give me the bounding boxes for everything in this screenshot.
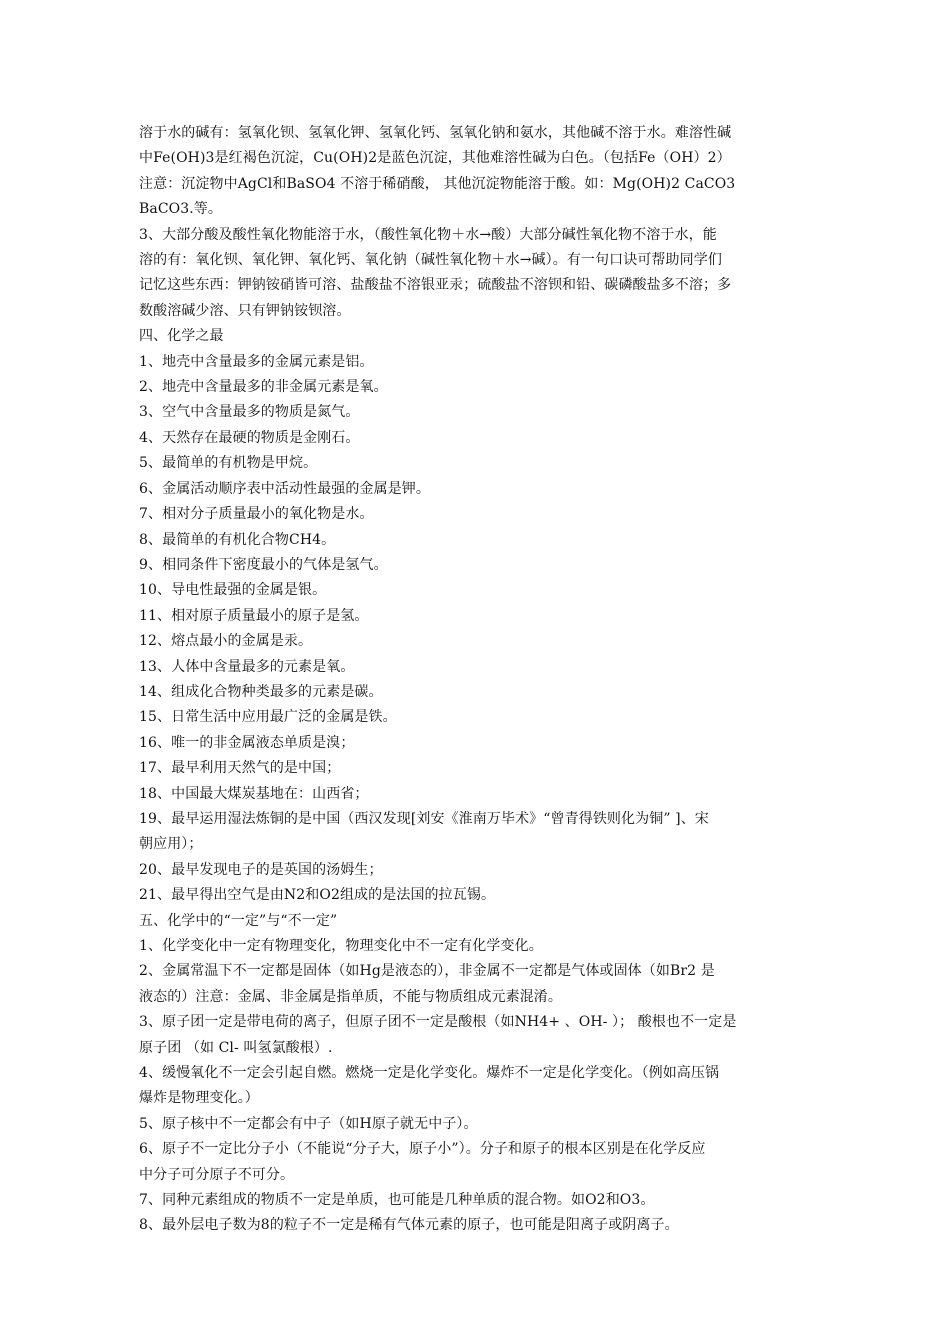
text-line: 爆炸是物理变化。）: [139, 1090, 259, 1107]
list-item: 12、熔点最小的金属是汞。: [139, 633, 313, 650]
text-line: 溶的有：氧化钡、氧化钾、氧化钙、氧化钠（碱性氧化物＋水→碱）。有一句口诀可帮助同学们: [139, 252, 722, 269]
text-line: 溶于水的碱有：氢氧化钡、氢氧化钾、氢氧化钙、氢氧化钠和氨水，其他碱不溶于水。难溶性碱: [139, 125, 732, 141]
list-item: 10、导电性最强的金属是银。: [139, 582, 327, 599]
list-item: 15、日常生活中应用最广泛的金属是铁。: [139, 709, 397, 726]
list-item: 17、最早利用天然气的是中国；: [139, 760, 341, 777]
text-line: 数酸溶碱少溶、只有钾钠铵钡溶。: [139, 302, 351, 319]
text-line: 记忆这些东西：钾钠铵硝皆可溶、盐酸盐不溶银亚汞；硫酸盐不溶钡和铅、碳磷酸盐多不溶；多: [139, 277, 732, 294]
text-line: 液态的）注意：金属、非金属是指单质，不能与物质组成元素混淆。: [139, 988, 562, 1005]
list-item: 7、相对分子质量最小的氧化物是水。: [139, 506, 374, 523]
list-item: 9、相同条件下密度最小的气体是氢气。: [139, 556, 388, 573]
text-line: 朝应用）；: [139, 836, 203, 853]
section-heading: 四、化学之最: [139, 328, 224, 345]
text-line: 3、大部分酸及酸性氧化物能溶于水，（酸性氧化物＋水→酸）大部分碱性氧化物不溶于水，能: [139, 226, 717, 243]
text-line: 注意：沉淀物中AgCl和BaSO4 不溶于稀硝酸， 其他沉淀物能溶于酸。如：Mg(OH)2 CaCO3: [139, 175, 736, 192]
list-item: 13、人体中含量最多的元素是氧。: [139, 658, 355, 675]
list-item: 6、原子不一定比分子小（不能说“分子大，原子小”）。分子和原子的根本区别是在化学反应: [139, 1141, 706, 1158]
list-item: 20、最早发现电子的是英国的汤姆生；: [139, 861, 383, 878]
list-item: 4、天然存在最硬的物质是金刚石。: [139, 429, 360, 446]
list-item: 3、原子团一定是带电荷的离子，但原子团不一定是酸根（如NH4+ 、OH- ）； 酸根也不一定是: [139, 1014, 737, 1031]
document-body: [139, 121, 819, 1239]
list-item: 8、最简单的有机化合物CH4。: [139, 531, 336, 548]
list-item: 14、组成化合物种类最多的元素是碳。: [139, 683, 383, 700]
list-item: 5、最简单的有机物是甲烷。: [139, 455, 318, 472]
list-item: 6、金属活动顺序表中活动性最强的金属是钾。: [139, 480, 431, 497]
section-heading: 五、化学中的“一定”与“不一定”: [139, 912, 338, 929]
list-item: 1、化学变化中一定有物理变化，物理变化中不一定有化学变化。: [139, 938, 543, 954]
list-item: 3、空气中含量最多的物质是氮气。: [139, 404, 360, 421]
text-line: 中Fe(OH)3是红褐色沉淀，Cu(OH)2是蓝色沉淀，其他难溶性碱为白色。（包括Fe（OH）2）: [139, 150, 731, 167]
list-item: 2、金属常温下不一定都是固体（如Hg是液态的），非金属不一定都是气体或固体（如Br2 是: [139, 963, 715, 980]
list-item: 1、地壳中含量最多的金属元素是铝。: [139, 353, 374, 370]
list-item: 16、唯一的非金属液态单质是溴；: [139, 734, 355, 751]
list-item: 5、原子核中不一定都会有中子（如H原子就无中子）。: [139, 1115, 478, 1132]
text-line: 中分子可分原子不可分。: [139, 1166, 295, 1183]
list-item: 2、地壳中含量最多的非金属元素是氧。: [139, 379, 388, 396]
text-line: BaCO3.等。: [139, 201, 222, 218]
text-line: 原子团 （如 Cl- 叫氢氯酸根）.: [139, 1039, 333, 1056]
list-item: 11、相对原子质量最小的原子是氢。: [139, 607, 369, 624]
list-item: 7、同种元素组成的物质不一定是单质，也可能是几种单质的混合物。如O2和O3。: [139, 1192, 655, 1209]
list-item: 18、中国最大煤炭基地在：山西省；: [139, 785, 369, 802]
list-item: 4、缓慢氧化不一定会引起自燃。燃烧一定是化学变化。爆炸不一定是化学变化。（例如高压锅: [139, 1065, 720, 1082]
list-item: 8、最外层电子数为8的粒子不一定是稀有气体元素的原子，也可能是阳离子或阴离子。: [139, 1217, 679, 1234]
list-item: 21、最早得出空气是由N2和O2组成的是法国的拉瓦锡。: [139, 887, 496, 904]
list-item: 19、最早运用湿法炼铜的是中国（西汉发现[刘安《淮南万毕术》“曾青得铁则化为铜” ]、宋: [139, 810, 709, 827]
